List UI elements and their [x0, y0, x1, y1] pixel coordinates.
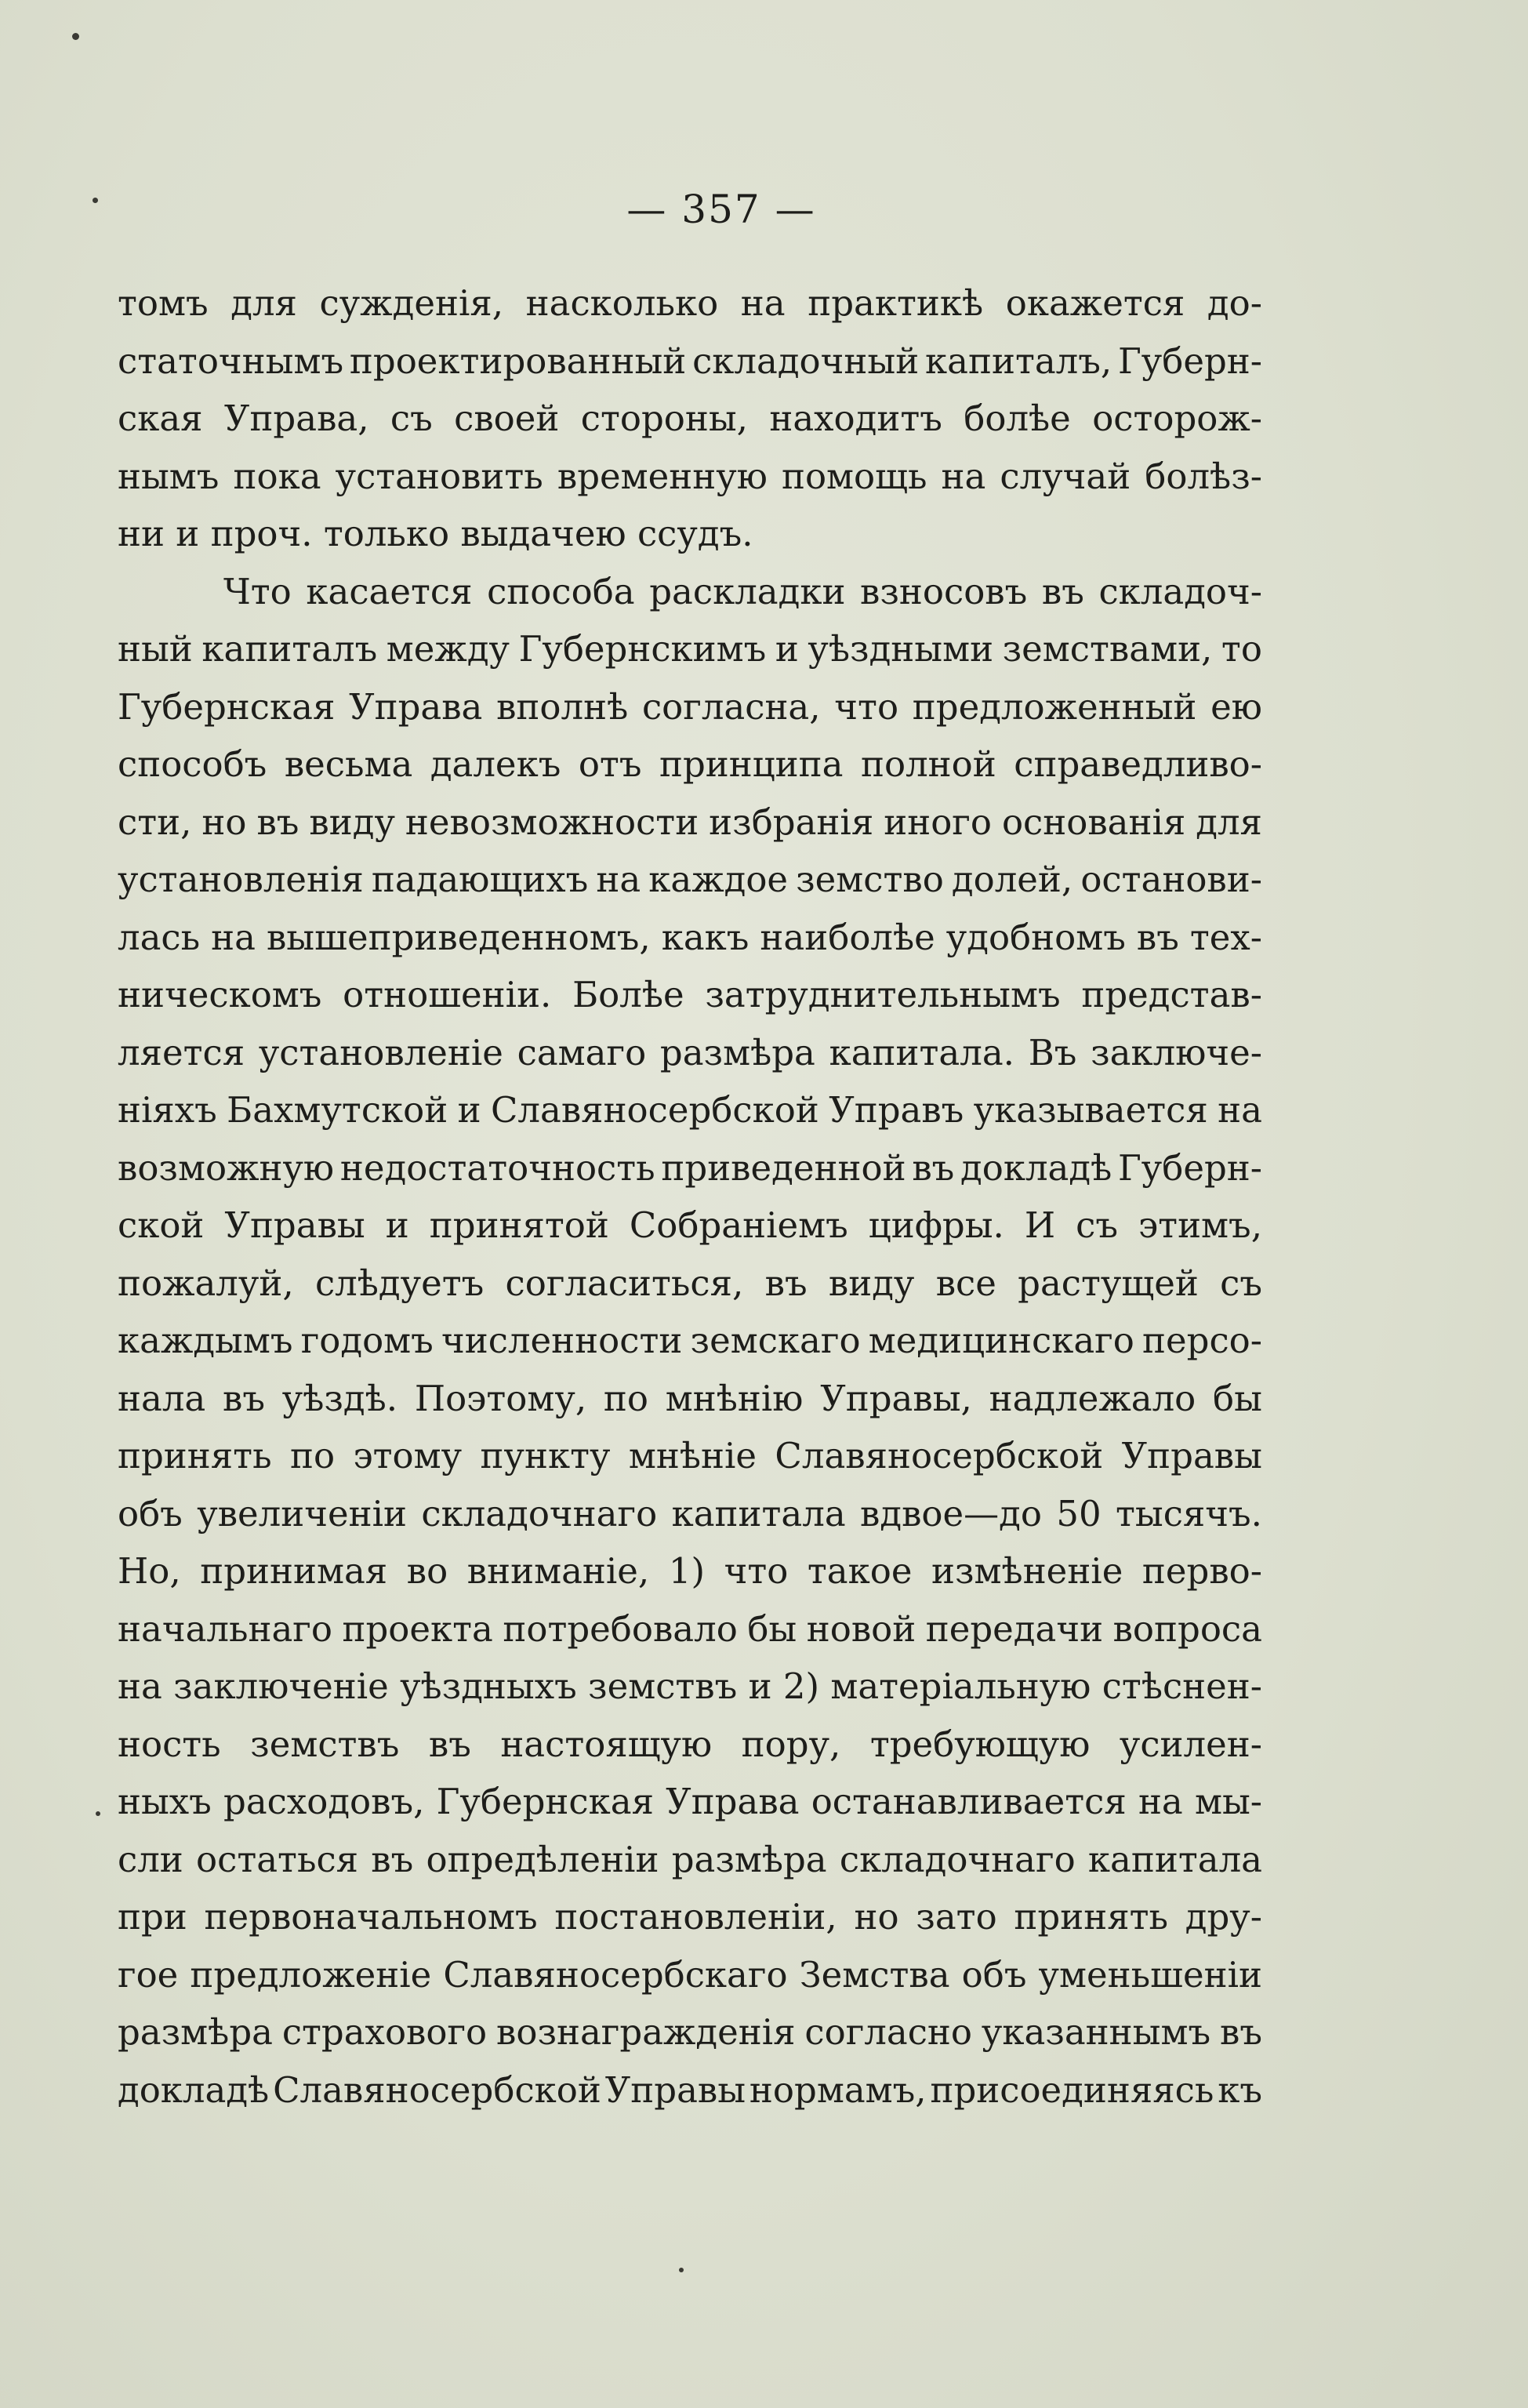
text-line: объ увеличеніи складочнаго капитала вдвое—до 50 тысячъ. [118, 1492, 1262, 1535]
text-line: ляется установленіе самаго размѣра капитала. Въ заключе- [118, 1031, 1262, 1073]
text-line: установленія падающихъ на каждое земство долей, останови- [118, 859, 1262, 900]
text-line: докладѣ Славяносербской Управы нормамъ, присоединяясь къ [118, 2068, 1262, 2111]
text-line: статочнымъ проектированный складочный капиталъ, Губерн- [118, 340, 1262, 382]
ink-speck [96, 1811, 100, 1816]
text-line: гое предложеніе Славяносербскаго Земства объ уменьшеніи [118, 1953, 1262, 1996]
text-line: нала въ уѣздѣ. Поэтому, по мнѣнію Управы, надлежало бы [118, 1377, 1262, 1419]
text-line: сти, но въ виду невозможности избранія иного основанія для [118, 801, 1262, 843]
ink-speck [679, 2268, 684, 2272]
text-line: на заключеніе уѣздныхъ земствъ и 2) матеріальную стѣснен- [118, 1665, 1262, 1707]
text-line: ской Управы и принятой Собраніемъ цифры. И съ этимъ, [118, 1204, 1262, 1246]
text-line: при первоначальномъ постановленіи, но зато принять дру- [118, 1896, 1262, 1938]
page-number: — 357 — [626, 187, 816, 232]
ink-speck [72, 33, 79, 40]
text-line: принять по этому пункту мнѣніе Славяносербской Управы [118, 1435, 1262, 1476]
text-line: Губернская Управа вполнѣ согласна, что предложенный ею [118, 685, 1262, 728]
text-line: лась на вышеприведенномъ, какъ наиболѣе удобномъ въ тех- [118, 916, 1262, 958]
ink-speck [93, 198, 98, 203]
text-line: ный капиталъ между Губернскимъ и уѣздными земствами, то [118, 628, 1262, 670]
text-line: Но, принимая во вниманіе, 1) что такое измѣненіе перво- [118, 1550, 1262, 1592]
body-text [118, 274, 1262, 2119]
text-line: ни и проч. только выдачею ссудъ. [118, 513, 753, 554]
text-line: пожалуй, слѣдуетъ согласиться, въ виду все растущей съ [118, 1262, 1262, 1304]
text-line: способъ весьма далекъ отъ принципа полной справедливо- [118, 743, 1262, 785]
text-line: ныхъ расходовъ, Губернская Управа останавливается на мы- [118, 1781, 1262, 1822]
text-line: Что касается способа раскладки взносовъ въ складоч- [223, 570, 1262, 612]
text-line: ность земствъ въ настоящую пору, требующую усилен- [118, 1723, 1262, 1765]
text-line: нымъ пока установить временную помощь на случай болѣз- [118, 455, 1262, 497]
text-line: размѣра страхового вознагражденія согласно указаннымъ въ [118, 2011, 1262, 2053]
text-line: начальнаго проекта потребовало бы новой передачи вопроса [118, 1607, 1262, 1650]
text-line: ская Управа, съ своей стороны, находитъ болѣе осторож- [118, 398, 1262, 439]
text-line: каждымъ годомъ численности земскаго медицинскаго персо- [118, 1320, 1262, 1361]
text-line: сли остаться въ опредѣленіи размѣра складочнаго капитала [118, 1838, 1262, 1880]
text-line: ническомъ отношеніи. Болѣе затруднительнымъ представ- [118, 974, 1262, 1015]
text-line: томъ для сужденія, насколько на практикѣ окажется до- [118, 282, 1262, 324]
text-line: возможную недостаточность приведенной въ докладѣ Губерн- [118, 1146, 1262, 1189]
text-line: ніяхъ Бахмутской и Славяносербской Управъ указывается на [118, 1089, 1262, 1131]
